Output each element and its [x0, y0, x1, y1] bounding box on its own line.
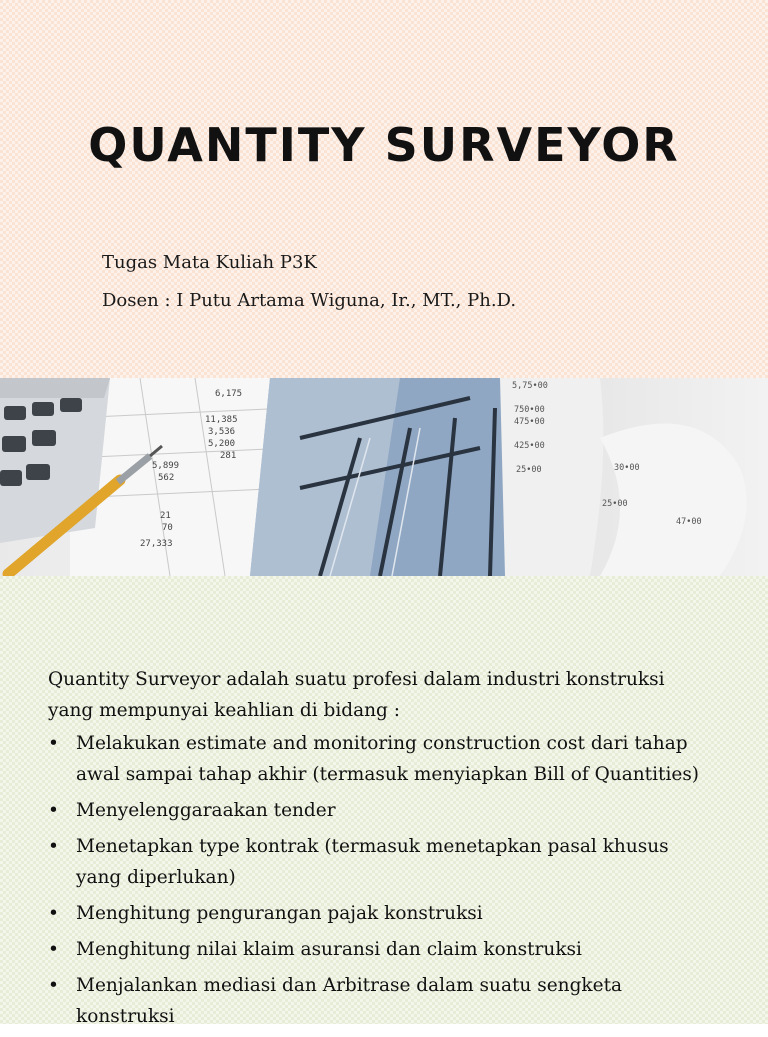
tape-number: 30•00 — [614, 463, 640, 473]
printout-number: 5,200 — [208, 439, 236, 449]
bullet-icon: • — [48, 800, 59, 821]
list-item-text: awal sampai tahap akhir (termasuk menyiapkan Bill of Quantities) — [76, 764, 700, 785]
intro-line: yang mempunyai keahlian di bidang : — [48, 700, 401, 721]
responsibility-list — [48, 728, 748, 1037]
printout-number: 6,175 — [215, 389, 243, 399]
bullet-icon: • — [48, 939, 59, 960]
list-item-text: Melakukan estimate and monitoring construction cost dari tahap — [76, 733, 688, 754]
title-slide — [0, 0, 768, 378]
list-item — [48, 728, 748, 790]
printout-number: 21 — [160, 511, 171, 521]
list-item-text: yang diperlukan) — [76, 867, 236, 888]
tape-number: 25•00 — [516, 465, 542, 475]
tape-number: 475•00 — [514, 417, 545, 427]
adding-machine-tape — [500, 378, 747, 576]
bullet-icon: • — [48, 975, 59, 996]
list-item — [48, 898, 748, 929]
glass-building — [250, 378, 520, 576]
list-item-text: Menjalankan mediasi dan Arbitrase dalam suatu sengketa — [76, 975, 623, 996]
intro-line: Quantity Surveyor adalah suatu profesi dalam industri konstruksi — [48, 669, 665, 690]
bullet-icon: • — [48, 903, 59, 924]
list-item-text: konstruksi — [76, 1006, 175, 1027]
printout-number: 281 — [220, 451, 237, 461]
printout-number: 11,385 — [205, 415, 238, 425]
tape-number: 25•00 — [602, 499, 628, 509]
course-subtitle: Tugas Mata Kuliah P3K — [102, 252, 317, 273]
header-photo — [0, 378, 768, 576]
list-item — [48, 831, 748, 893]
bullet-icon: • — [48, 733, 59, 754]
list-item — [48, 934, 748, 965]
list-item — [48, 795, 748, 826]
calculator — [0, 378, 110, 543]
printout-number: 70 — [162, 523, 173, 533]
tape-number: 47•00 — [676, 517, 702, 527]
tape-number: 750•00 — [514, 405, 545, 415]
list-item-text: Menghitung pengurangan pajak konstruksi — [76, 903, 483, 924]
printout-number: 3,536 — [208, 427, 236, 437]
bullet-icon: • — [48, 836, 59, 857]
slide-title: QUANTITY SURVEYOR — [88, 118, 680, 172]
tape-number: 425•00 — [514, 441, 545, 451]
printout-number: 27,333 — [140, 539, 173, 549]
list-item — [48, 970, 748, 1032]
intro-paragraph — [48, 664, 728, 726]
printout-number: 562 — [158, 473, 175, 483]
construction-photo-illustration — [0, 378, 768, 576]
tape-number: 5,75•00 — [512, 381, 548, 391]
list-item-text: Menghitung nilai klaim asuransi dan claim konstruksi — [76, 939, 582, 960]
list-item-text: Menyelenggaraakan tender — [76, 800, 336, 821]
lecturer-subtitle: Dosen : I Putu Artama Wiguna, Ir., MT., Ph.D. — [102, 290, 517, 311]
list-item-text: Menetapkan type kontrak (termasuk menetapkan pasal khusus — [76, 836, 669, 857]
content-slide — [0, 576, 768, 1027]
printout-number: 5,899 — [152, 461, 180, 471]
